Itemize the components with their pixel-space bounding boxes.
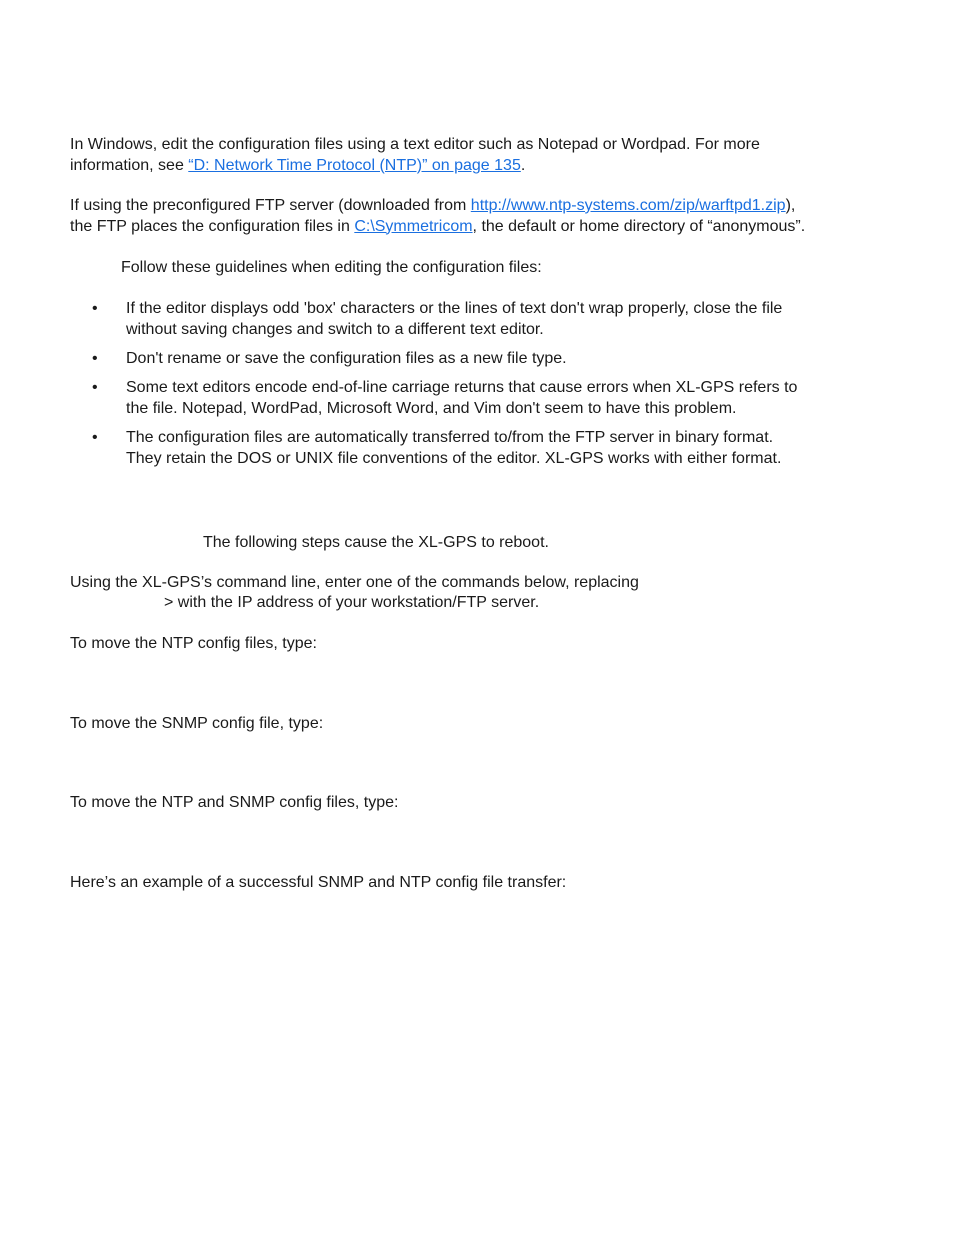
list-item-text bbox=[126, 349, 866, 370]
ftp-paragraph bbox=[70, 196, 930, 237]
ntp-appendix-link[interactable]: “D: Network Time Protocol (NTP)” on page 135 bbox=[188, 156, 521, 174]
ntp-step-label: To move the NTP config files, type: bbox=[70, 635, 317, 652]
list-item-line-2: without saving changes and switch to a different text editor. bbox=[126, 320, 544, 338]
command-line-2: > with the IP address of your workstation/FTP server. bbox=[164, 594, 540, 611]
reboot-note: The following steps cause the XL-GPS to reboot. bbox=[203, 534, 549, 551]
bullet-icon: • bbox=[92, 300, 98, 317]
intro-line-2-suffix: . bbox=[520, 156, 526, 174]
ftp-line-2-suffix: , the default or home directory of “anonymous”. bbox=[472, 217, 806, 235]
warftpd-download-link[interactable]: http://www.ntp-systems.com/zip/warftpd1.zip bbox=[470, 197, 786, 214]
list-item-line-2: the file. Notepad, WordPad, Microsoft Word, and Vim don't seem to have this problem. bbox=[126, 399, 737, 417]
ftp-line-2 bbox=[70, 217, 930, 238]
command-line-1: Using the XL-GPS’s command line, enter one of the commands below, replacing bbox=[70, 574, 639, 591]
example-label: Here’s an example of a successful SNMP and NTP config file transfer: bbox=[70, 874, 567, 891]
list-item-line-1: Some text editors encode end-of-line carriage returns that cause errors when XL-GPS refers to bbox=[126, 379, 798, 396]
list-item-line-1: If the editor displays odd 'box' characters or the lines of text don't wrap properly, close the file bbox=[126, 300, 783, 317]
intro-line-2 bbox=[70, 156, 890, 177]
list-item-line-1: Don't rename or save the configuration files as a new file type. bbox=[126, 350, 567, 367]
bullet-icon: • bbox=[92, 350, 98, 367]
ftp-line-1 bbox=[70, 196, 930, 217]
intro-line-1: In Windows, edit the configuration files using a text editor such as Notepad or Wordpad. For more bbox=[70, 136, 760, 153]
bullet-icon: • bbox=[92, 379, 98, 396]
bullet-icon: • bbox=[92, 429, 98, 446]
symmetricom-folder-link[interactable]: C:\Symmetricom bbox=[354, 217, 473, 235]
ntp-snmp-step-label: To move the NTP and SNMP config files, type: bbox=[70, 794, 399, 811]
ftp-line-2-prefix: the FTP places the configuration files in bbox=[70, 217, 355, 235]
list-item-text bbox=[126, 428, 866, 469]
list-item-line-1: The configuration files are automatically transferred to/from the FTP server in binary format. bbox=[126, 429, 774, 446]
list-item-text bbox=[126, 299, 866, 340]
intro-line-2-prefix: information, see bbox=[70, 156, 189, 174]
intro-paragraph bbox=[70, 135, 890, 176]
guidelines-note: Follow these guidelines when editing the configuration files: bbox=[121, 259, 542, 276]
snmp-step-label: To move the SNMP config file, type: bbox=[70, 715, 324, 732]
ftp-line-1-suffix: ), bbox=[785, 197, 796, 214]
ftp-line-1-prefix: If using the preconfigured FTP server (downloaded from bbox=[70, 197, 471, 214]
list-item-line-2: They retain the DOS or UNIX file conventions of the editor. XL-GPS works with either format. bbox=[126, 449, 782, 467]
list-item-text bbox=[126, 378, 866, 419]
